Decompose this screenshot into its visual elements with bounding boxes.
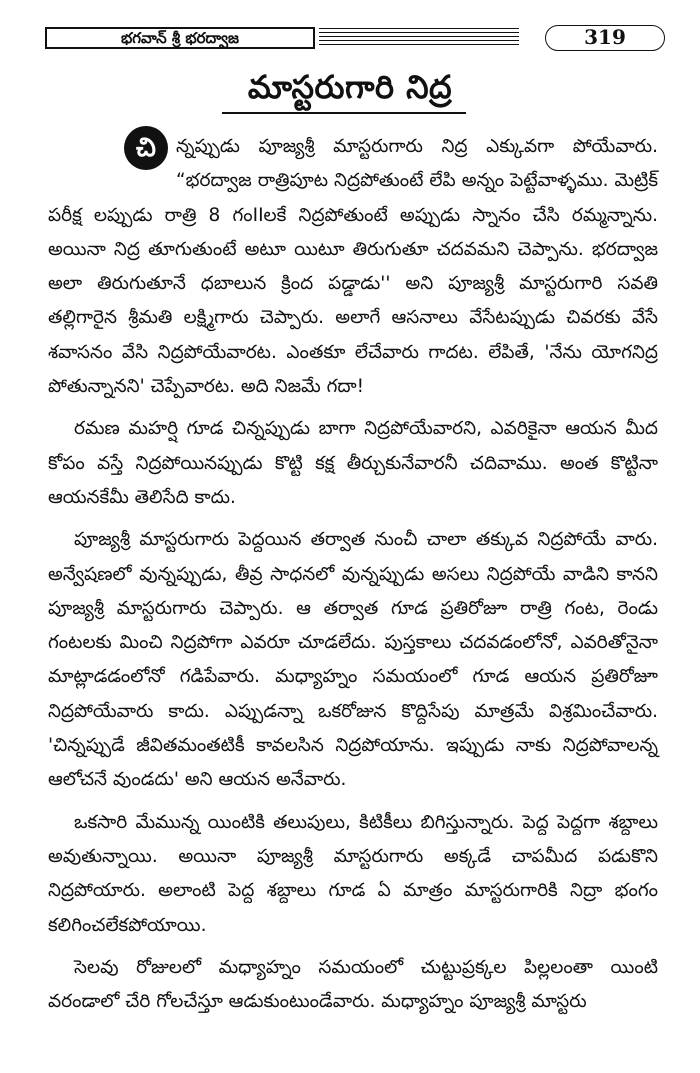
- chapter-title: మాస్టరుగారి నిద్ర: [247, 68, 453, 106]
- running-header: [45, 27, 635, 53]
- paragraph-1: [48, 130, 658, 404]
- paragraph-text: సెలవు రోజులలో మధ్యాహ్నం సమయంలో చుట్టుప్రక్కల పిల్లలంతా యింటి వరండాలో చేరి గోలచేస్తూ ఆడుకుంటుండేవారు. మధ్యాహ్నం పూజ్యశ్రీ మాస్టరు: [48, 956, 658, 1013]
- paragraph-3: [48, 523, 658, 797]
- header-rules: [319, 28, 519, 48]
- paragraph-text: న్నప్పుడు పూజ్యశ్రీ మాస్టరుగారు నిద్ర ఎక్కువగా పోయేవారు. “భరద్వాజ రాత్రిపూట నిద్రపోతుంటే లేపి అన్నం పెట్టేవాళ్ళము. మెట్రిక్ పరీక్ష లప్పుడు రాత్రి 8 గంIIలకే నిద్రపోతుంటే అప్పుడు స్నానం చేసి రమ్మన్నాను. అయినా నిద్ర తూగుతుంటే అటూ యిటూ తిరుగుతూ చదవమని చెప్పాను. భరద్వాజ అలా తిరుగుతూనే ధబాలున క్రింద పడ్డాడు'' అని పూజ్యశ్రీ మాస్టరుగారి సవతి తల్లిగారైన శ్రీమతి లక్ష్మిగారు చెప్పారు. అలాగే ఆసనాలు వేసేటప్పుడు చివరకు వేసే శవాసనం వేసి నిద్రపోయేవారట. ఎంతకూ లేచేవారు గాదట. లేపితే, 'నేను యోగనిద్ర పోతున్నానని' చెప్పేవారట. అది నిజమే గదా!: [48, 136, 658, 398]
- running-title: భగవాన్ శ్రీ భరద్వాజ: [45, 27, 315, 49]
- paragraph-text: ఒకసారి మేమున్న యింటికి తలుపులు, కిటికీలు బిగిస్తున్నారు. పెద్ద పెద్దగా శబ్దాలు అవుతున్నాయి. అయినా పూజ్యశ్రీ మాస్టరుగారు అక్కడే చాపమీద పడుకొని నిద్రపోయారు. అలాంటి పెద్ద శబ్దాలు గూడ ఏ మాత్రం మాస్టరుగారికి నిద్రా భంగం కలిగించలేకపోయాయి.: [48, 811, 658, 936]
- body-text: [48, 130, 658, 1027]
- page-number: 319: [545, 25, 665, 51]
- drop-cap: చి: [124, 126, 168, 170]
- paragraph-5: [48, 951, 658, 1020]
- paragraph-text: పూజ్యశ్రీ మాస్టరుగారు పెద్దయిన తర్వాత నుంచీ చాలా తక్కువ నిద్రపోయే వారు. అన్వేషణలో వున్నప్పుడు, తీవ్ర సాధనలో వున్నప్పుడు అసలు నిద్రపోయే వాడిని కానని పూజ్యశ్రీ మాస్టరుగారు చెప్పారు. ఆ తర్వాత గూడ ప్రతిరోజూ రాత్రి గంట, రెండు గంటలకు మించి నిద్రపోగా ఎవరూ చూడలేదు. పుస్తకాలు చదవడంలోనో, ఎవరితోనైనా మాట్లాడడంలోనో గడిపేవారు. మధ్యాహ్నం సమయంలో గూడ ఆయన ప్రతిరోజూ నిద్రపోయేవారు కాదు. ఎప్పుడన్నా ఒకరోజున కొద్దిసేపు మాత్రమే విశ్రమించేవారు. 'చిన్నప్పుడే జీవితమంతటికీ కావలసిన నిద్రపోయాను. ఇప్పుడు నాకు నిద్రపోవాలన్న ఆలోచనే వుండదు' అని ఆయన అనేవారు.: [48, 529, 658, 791]
- paragraph-4: [48, 806, 658, 943]
- paragraph-text: రమణ మహర్షి గూడ చిన్నప్పుడు బాగా నిద్రపోయేవారని, ఎవరికైనా ఆయన మీద కోపం వస్తే నిద్రపోయినప్పుడు కొట్టి కక్ష తీర్చుకునేవారనీ చదివాము. అంత కొట్టినా ఆయనకేమీ తెలిసేది కాదు.: [48, 418, 658, 508]
- paragraph-2: [48, 412, 658, 515]
- title-underline: [222, 112, 466, 114]
